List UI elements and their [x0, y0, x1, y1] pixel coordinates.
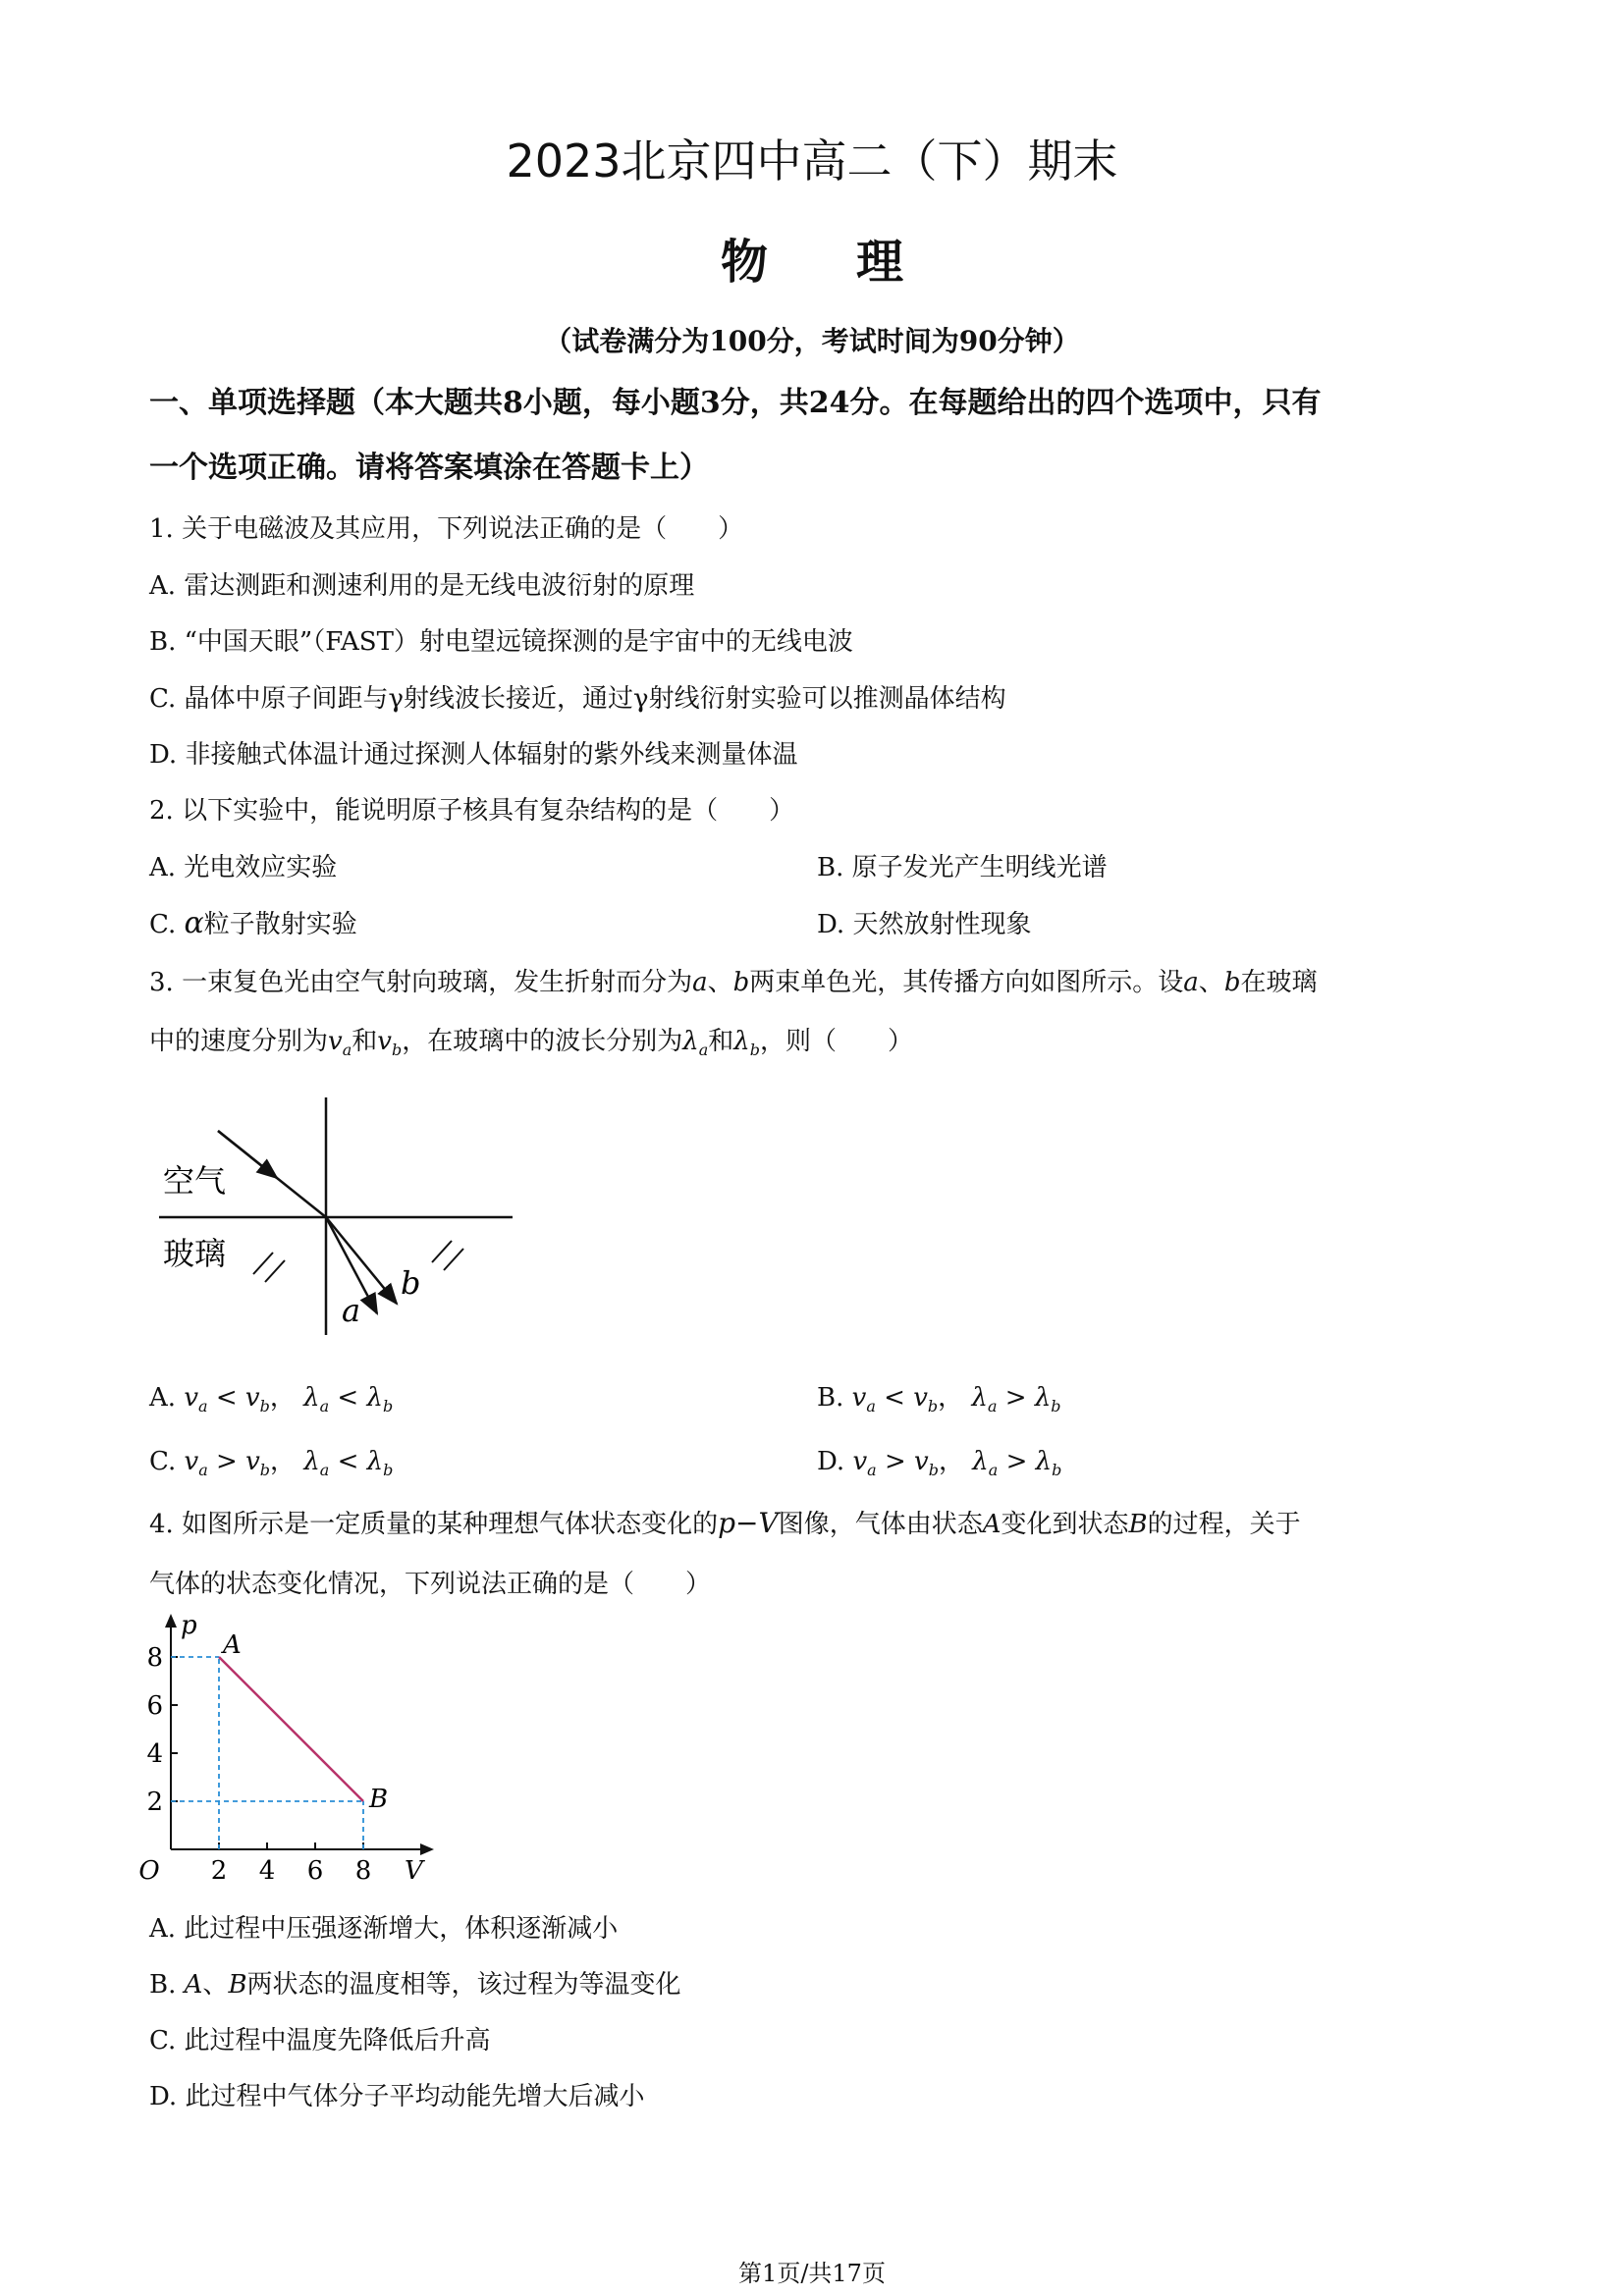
y-axis-arrow: [165, 1614, 177, 1628]
label-b: b: [401, 1264, 421, 1302]
q3-option-b: [817, 1377, 1061, 1415]
option-label: B.: [817, 1383, 852, 1413]
lambda-symbol: λ: [366, 1447, 384, 1476]
lt-sign: <: [215, 1383, 238, 1413]
q3-stem-text: 中的速度分别为: [149, 1027, 329, 1056]
sub-b: b: [391, 1041, 403, 1060]
v-symbol: v: [184, 1383, 199, 1413]
y-axis-label: p: [181, 1611, 197, 1640]
q4-stem-text: 4. 如图所示是一定质量的某种理想气体状态变化的: [149, 1510, 719, 1539]
q4-stem-line2: 气体的状态变化情况，下列说法正确的是（ ）: [149, 1570, 712, 1599]
sub-b: b: [749, 1041, 761, 1060]
q4-option-a: A. 此过程中压强逐渐增大，体积逐渐减小: [149, 1914, 619, 1944]
var-b: b: [1223, 968, 1241, 997]
q4-option-d: D. 此过程中气体分子平均动能先增大后减小: [149, 2082, 645, 2111]
q3-option-d: [817, 1441, 1061, 1479]
q1-option-c: C. 晶体中原子间距与γ射线波长接近，通过γ射线衍射实验可以推测晶体结构: [149, 684, 1006, 714]
section-heading-line2: 一个选项正确。请将答案填涂在答题卡上）: [149, 451, 709, 485]
v-symbol: v: [244, 1383, 260, 1413]
point-label: B: [369, 1785, 389, 1814]
q3-and: 和: [352, 1027, 378, 1056]
sub-b: b: [382, 1397, 394, 1416]
sub-a: a: [319, 1397, 330, 1416]
x-tick-label: 2: [210, 1856, 228, 1886]
v-symbol: v: [852, 1447, 868, 1476]
v-symbol: v: [184, 1447, 199, 1476]
x-tick-label: 6: [306, 1856, 324, 1886]
v-symbol: v: [328, 1027, 343, 1056]
x-axis-label: V: [405, 1856, 423, 1886]
ray-b: [326, 1217, 397, 1304]
q3-and: 和: [708, 1027, 734, 1056]
sub-a: a: [866, 1397, 876, 1416]
v-symbol: v: [913, 1383, 928, 1413]
hatch-mark: [432, 1241, 452, 1262]
q3-stem-text: 在玻璃: [1240, 968, 1318, 997]
q2-option-d: D. 天然放射性现象: [817, 910, 1032, 939]
q3-sep: 、: [707, 968, 733, 997]
series-line: [219, 1657, 363, 1801]
y-tick-label: 4: [146, 1739, 163, 1769]
lt-sign: <: [337, 1383, 359, 1413]
sub-a: a: [198, 1461, 208, 1480]
lt-sign: <: [337, 1447, 359, 1476]
pv-symbol: p−V: [718, 1507, 779, 1539]
label-air: 空气: [163, 1162, 227, 1200]
gt-sign: >: [216, 1447, 238, 1476]
state-a: A: [982, 1510, 1001, 1539]
q1-stem: 1. 关于电磁波及其应用，下列说法正确的是（ ）: [149, 514, 744, 544]
q3-stem-text: ，则（ ）: [760, 1027, 914, 1056]
sub-b: b: [259, 1397, 270, 1416]
sub-a: a: [867, 1461, 877, 1480]
label-a: a: [342, 1292, 361, 1329]
q4-option-c: C. 此过程中温度先降低后升高: [149, 2026, 491, 2056]
q3-stem-text: ，在玻璃中的波长分别为: [402, 1027, 683, 1056]
q4-stem-text: 变化到状态: [1001, 1510, 1129, 1539]
q1-option-a: A. 雷达测距和测速利用的是无线电波衍射的原理: [149, 571, 695, 601]
q4-option-b-text: 两状态的温度相等，该过程为等温变化: [246, 1970, 681, 2000]
gt-sign: >: [884, 1447, 906, 1476]
sub-a: a: [988, 1461, 999, 1480]
q1-option-d: D. 非接触式体温计通过探测人体辐射的紫外线来测量体温: [149, 740, 798, 770]
q3-stem-text: 3. 一束复色光由空气射向玻璃，发生折射而分为: [149, 968, 693, 997]
q4-stem-text: 的过程，关于: [1147, 1510, 1301, 1539]
var-b: b: [732, 968, 750, 997]
comma: ，: [270, 1447, 297, 1476]
sub-a: a: [319, 1461, 330, 1480]
section-heading-line1: 一、单项选择题（本大题共8小题，每小题3分，共24分。在每题给出的四个选项中，只有: [149, 386, 1322, 420]
option-label: C.: [149, 1447, 185, 1476]
state-b: B: [228, 1970, 247, 2000]
y-tick-label: 8: [146, 1643, 163, 1673]
lambda-symbol: λ: [303, 1447, 320, 1476]
comma: ，: [938, 1447, 964, 1476]
page-footer: 第1页/共17页: [738, 2260, 886, 2287]
option-label: A.: [149, 1383, 185, 1413]
q3-sep: 、: [1198, 968, 1224, 997]
lambda-symbol: λ: [733, 1027, 750, 1056]
label-glass: 玻璃: [163, 1235, 227, 1272]
q3-option-a: [149, 1377, 393, 1415]
hatch-mark: [265, 1260, 285, 1282]
sub-b: b: [1051, 1397, 1061, 1416]
lambda-symbol: λ: [366, 1383, 383, 1413]
comma: ，: [269, 1383, 296, 1413]
q3-stem-line1: [149, 962, 1317, 998]
q3-option-c: [149, 1441, 393, 1479]
v-symbol: v: [914, 1447, 929, 1476]
refraction-diagram: [147, 1090, 520, 1345]
exam-note: （试卷满分为100分，考试时间为90分钟）: [544, 325, 1080, 357]
lt-sign: <: [884, 1383, 905, 1413]
q2-stem: 2. 以下实验中，能说明原子核具有复杂结构的是（ ）: [149, 796, 795, 826]
gt-sign: >: [1004, 1383, 1027, 1413]
q4-stem-text: 图像，气体由状态: [778, 1510, 983, 1539]
q4-sep: 、: [202, 1970, 229, 2000]
x-tick-label: 4: [258, 1856, 276, 1886]
sub-b: b: [927, 1397, 939, 1416]
q2-option-c-text: 粒子散射实验: [203, 910, 357, 939]
q4-stem-line1: [149, 1504, 1301, 1540]
option-label: D.: [817, 1447, 853, 1476]
sub-a: a: [698, 1041, 709, 1060]
var-a: a: [692, 968, 708, 997]
sub-a: a: [987, 1397, 998, 1416]
sub-a: a: [342, 1041, 352, 1060]
x-axis-arrow: [420, 1843, 434, 1855]
y-tick-label: 6: [146, 1691, 163, 1721]
pv-chart: [138, 1611, 440, 1887]
sub-b: b: [259, 1461, 271, 1480]
sub-a: a: [198, 1397, 208, 1416]
lambda-symbol: λ: [682, 1027, 699, 1056]
incident-arrow: [218, 1131, 277, 1178]
v-symbol: v: [245, 1447, 260, 1476]
origin-label: O: [138, 1856, 160, 1886]
v-symbol: v: [377, 1027, 392, 1056]
subject-title: 物理: [720, 235, 992, 290]
lambda-symbol: λ: [1035, 1447, 1053, 1476]
page-title: 2023北京四中高二（下）期末: [506, 134, 1118, 187]
state-b: B: [1128, 1510, 1148, 1539]
q3-stem-line2: [149, 1021, 913, 1059]
sub-b: b: [928, 1461, 939, 1480]
state-a: A: [184, 1970, 203, 2000]
q2-option-c-prefix: C.: [149, 910, 185, 939]
q2-option-b: B. 原子发光产生明线光谱: [817, 853, 1108, 882]
lambda-symbol: λ: [1034, 1383, 1052, 1413]
hatch-mark: [444, 1249, 463, 1270]
point-label: A: [223, 1630, 242, 1660]
var-a: a: [1183, 968, 1199, 997]
lambda-symbol: λ: [972, 1447, 989, 1476]
v-symbol: v: [851, 1383, 867, 1413]
q2-option-a: A. 光电效应实验: [149, 853, 338, 882]
comma: ，: [938, 1383, 964, 1413]
q1-option-b: B. “中国天眼”（FAST）射电望远镜探测的是宇宙中的无线电波: [149, 627, 853, 657]
x-tick-label: 8: [354, 1856, 372, 1886]
sub-b: b: [1052, 1461, 1062, 1480]
lambda-symbol: λ: [971, 1383, 988, 1413]
option-label: B.: [149, 1970, 185, 2000]
q4-option-b: [149, 1964, 681, 2001]
q2-option-c: [149, 904, 357, 940]
lambda-symbol: λ: [303, 1383, 320, 1413]
y-tick-label: 2: [146, 1788, 163, 1817]
hatch-mark: [253, 1253, 273, 1274]
q3-stem-text: 两束单色光，其传播方向如图所示。设: [749, 968, 1184, 997]
gt-sign: >: [1005, 1447, 1028, 1476]
alpha-symbol: α: [184, 906, 204, 940]
sub-b: b: [383, 1461, 394, 1480]
section-heading: [149, 371, 1494, 501]
